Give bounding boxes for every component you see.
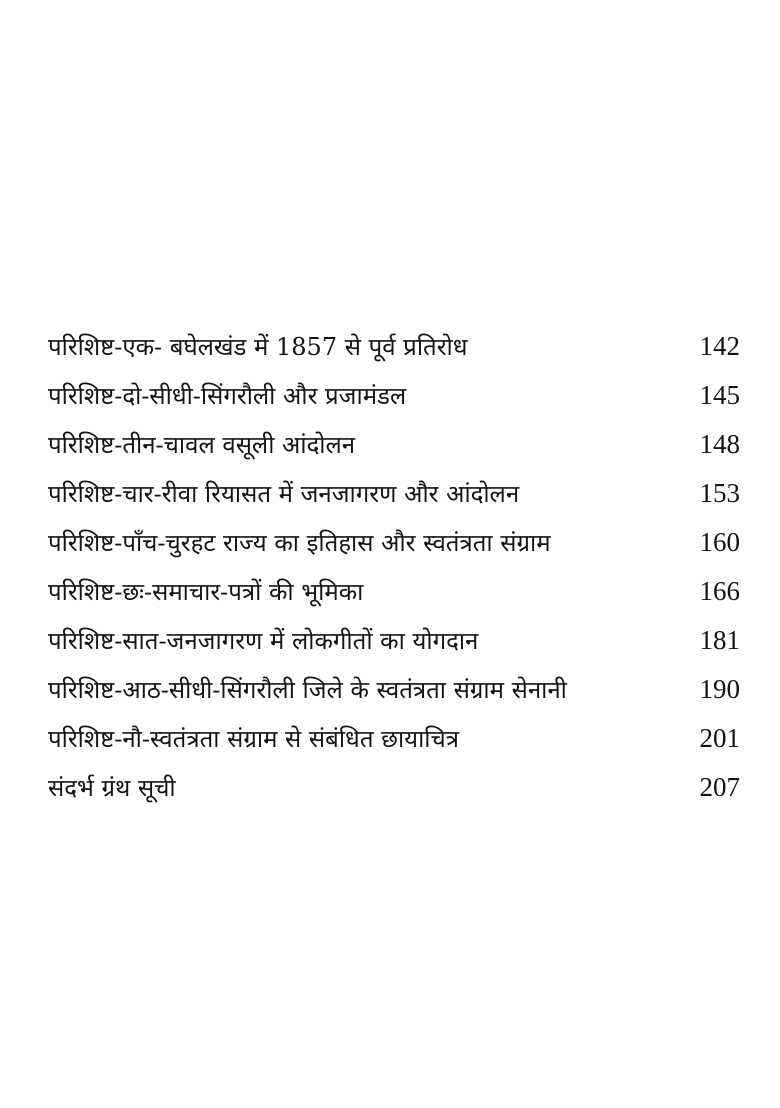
toc-entry xyxy=(48,322,740,371)
toc-entry-title: परिशिष्ट-तीन-चावल वसूली आंदोलन xyxy=(48,431,356,459)
toc-entry xyxy=(48,665,740,714)
toc-entry-title: परिशिष्ट-छः-समाचार-पत्रों की भूमिका xyxy=(48,578,364,606)
toc-entry-page-number: 190 xyxy=(699,674,740,704)
toc-entry xyxy=(48,518,740,567)
toc-entry-title: परिशिष्ट-नौ-स्वतंत्रता संग्राम से संबंधित छायाचित्र xyxy=(48,725,460,753)
toc-entry-page-number: 166 xyxy=(699,576,740,606)
toc-entry-title: परिशिष्ट-पाँच-चुरहट राज्य का इतिहास और स्वतंत्रता संग्राम xyxy=(48,529,551,557)
toc-entry-title: परिशिष्ट-दो-सीधी-सिंगरौली और प्रजामंडल xyxy=(48,382,407,410)
toc-entry-page-number: 148 xyxy=(699,429,740,459)
toc-entry-title: संदर्भ ग्रंथ सूची xyxy=(48,774,176,802)
toc-entry xyxy=(48,371,740,420)
toc-entry xyxy=(48,567,740,616)
toc-entry xyxy=(48,616,740,665)
toc-entry-page-number: 153 xyxy=(699,478,740,508)
toc-entry-title: परिशिष्ट-चार-रीवा रियासत में जनजागरण और आंदोलन xyxy=(48,480,520,508)
toc-entry-page-number: 160 xyxy=(699,527,740,557)
toc-entry-page-number: 181 xyxy=(699,625,740,655)
toc-entry-title: परिशिष्ट-आठ-सीधी-सिंगरौली जिले के स्वतंत्रता संग्राम सेनानी xyxy=(48,676,567,704)
toc-entry-title: परिशिष्ट-एक- बघेलखंड में 1857 से पूर्व प्रतिरोध xyxy=(48,333,468,361)
toc-entry xyxy=(48,469,740,518)
toc-entry xyxy=(48,714,740,763)
toc-entry xyxy=(48,763,740,812)
toc-entry xyxy=(48,420,740,469)
toc-entry-title: परिशिष्ट-सात-जनजागरण में लोकगीतों का योगदान xyxy=(48,627,479,655)
toc-entry-page-number: 201 xyxy=(699,723,740,753)
toc-entry-page-number: 207 xyxy=(699,772,740,802)
toc-entry-page-number: 142 xyxy=(699,331,740,361)
table-of-contents xyxy=(48,322,740,812)
toc-entry-page-number: 145 xyxy=(699,380,740,410)
